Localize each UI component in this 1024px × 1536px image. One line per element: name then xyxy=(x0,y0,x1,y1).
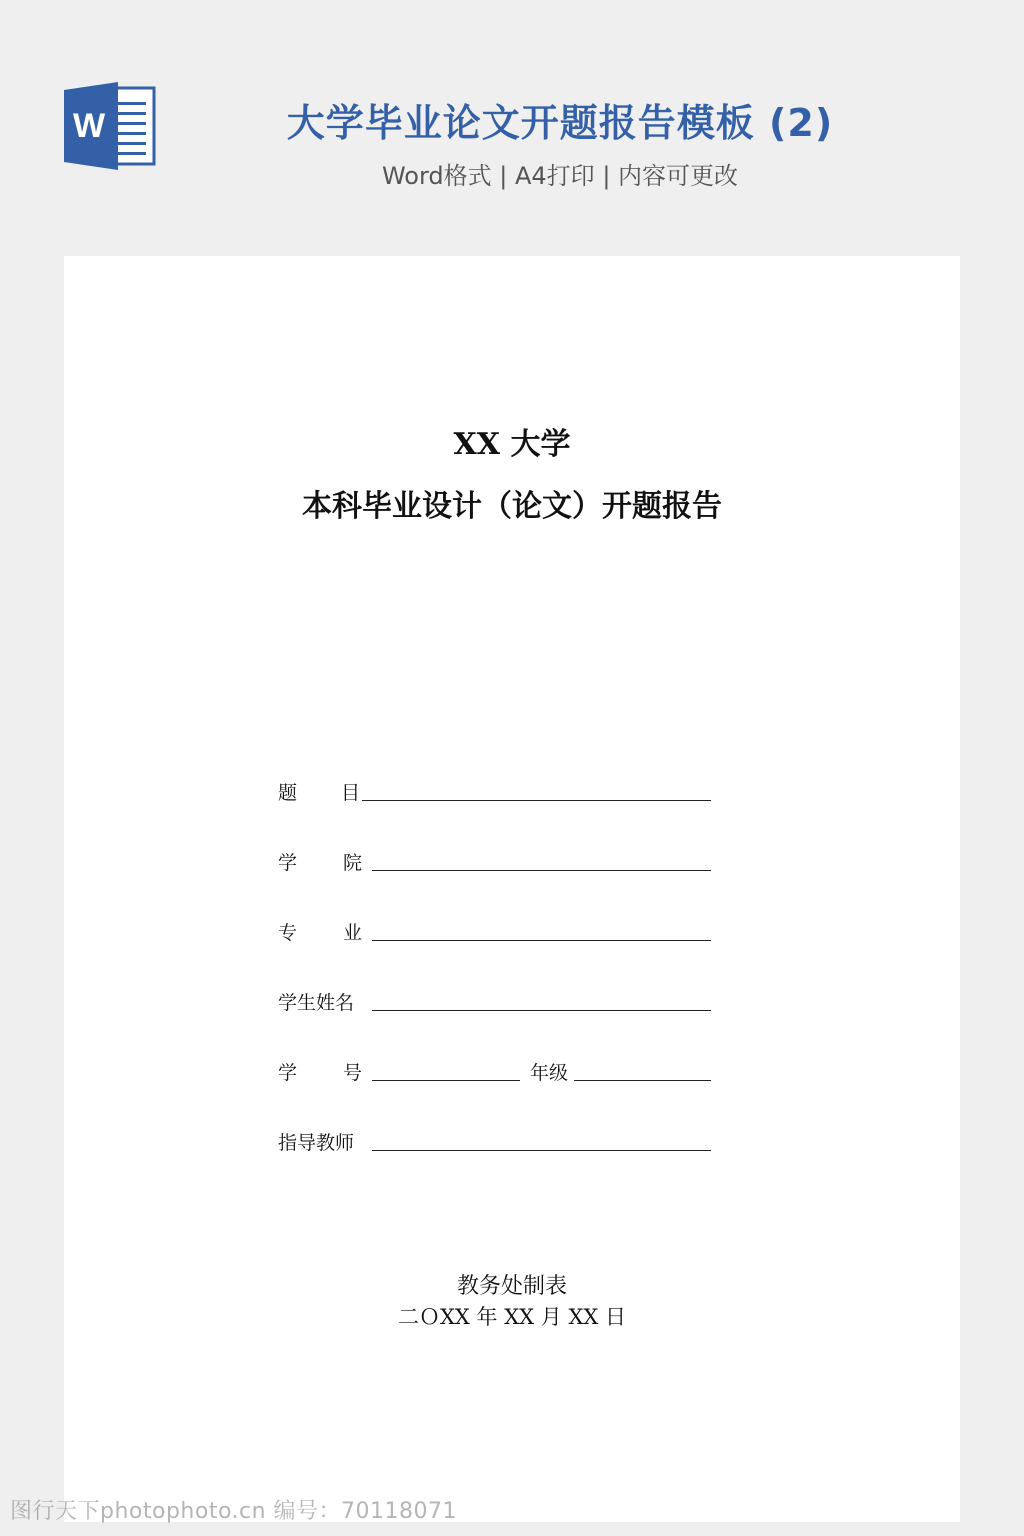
student-id-label-char: 学 xyxy=(278,1062,298,1084)
word-icon-letter: W xyxy=(72,107,106,145)
word-document-icon xyxy=(64,82,156,170)
student-id-label xyxy=(278,1058,362,1085)
college-field[interactable] xyxy=(372,870,711,871)
major-label-char: 专 xyxy=(278,922,298,944)
date-text: 二ＯXX 年 XX 月 XX 日 xyxy=(397,1305,627,1329)
university-name: XX 大学 xyxy=(453,427,571,462)
college-label-char: 院 xyxy=(342,852,362,874)
major-field[interactable] xyxy=(372,940,711,941)
template-subtitle: Word格式 | A4打印 | 内容可更改 xyxy=(381,162,739,190)
template-header xyxy=(0,0,1024,230)
grade-field[interactable] xyxy=(574,1080,711,1081)
template-title: 大学毕业论文开题报告模板 (2) xyxy=(286,101,834,145)
topic-label xyxy=(278,778,360,805)
student-name-label: 学生姓名 xyxy=(278,992,355,1014)
topic-label-char: 目 xyxy=(340,782,360,804)
student-id-field[interactable] xyxy=(372,1080,520,1081)
report-title: 本科毕业设计（论文）开题报告 xyxy=(302,489,722,524)
student-id-label-char: 号 xyxy=(342,1062,362,1084)
major-label xyxy=(278,918,362,945)
student-name-field[interactable] xyxy=(372,1010,711,1011)
major-label-char: 业 xyxy=(342,922,362,944)
college-label-char: 学 xyxy=(278,852,298,874)
issuer-text: 教务处制表 xyxy=(456,1274,567,1299)
college-label xyxy=(278,848,362,875)
advisor-field[interactable] xyxy=(372,1150,711,1151)
document-page xyxy=(64,256,960,1522)
grade-label: 年级 xyxy=(530,1062,569,1084)
watermark-text: 图行天下photophoto.cn 编号：70118071 xyxy=(10,1499,458,1524)
topic-label-char: 题 xyxy=(278,782,298,804)
topic-field[interactable] xyxy=(362,800,711,801)
advisor-label: 指导教师 xyxy=(278,1132,355,1154)
